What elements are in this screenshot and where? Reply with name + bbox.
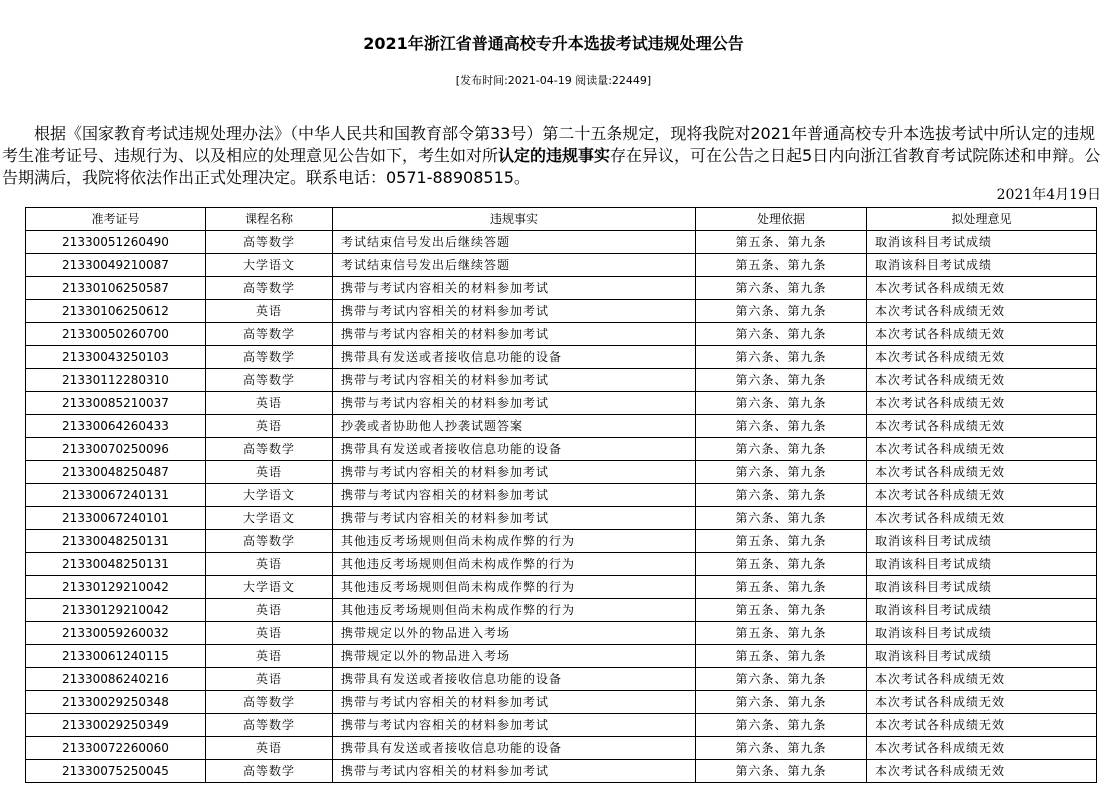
cell-course: 高等数学 (206, 438, 333, 461)
cell-penalty: 取消该科目考试成绩 (867, 576, 1097, 599)
cell-exam-id: 21330049210087 (26, 254, 206, 277)
cell-exam-id: 21330048250131 (26, 553, 206, 576)
cell-course: 高等数学 (206, 691, 333, 714)
cell-basis: 第五条、第九条 (696, 553, 867, 576)
cell-violation: 抄袭或者协助他人抄袭试题答案 (333, 415, 696, 438)
cell-exam-id: 21330067240131 (26, 484, 206, 507)
cell-exam-id: 21330064260433 (26, 415, 206, 438)
cell-penalty: 取消该科目考试成绩 (867, 645, 1097, 668)
cell-violation: 携带与考试内容相关的材料参加考试 (333, 300, 696, 323)
cell-basis: 第五条、第九条 (696, 576, 867, 599)
intro-text-before: 根据《国家教育考试违规处理办法》（中华人民共和国教育部令第33号）第二十五条规定，现将我院对2021年普通高校专升本选拔考试中所认定的违规考生准考证号、违规行为、以及相应的处理意见公告如下，考生如对所 (2, 124, 1096, 165)
cell-violation: 携带规定以外的物品进入考场 (333, 645, 696, 668)
table-header-row (26, 208, 1097, 231)
cell-penalty: 取消该科目考试成绩 (867, 622, 1097, 645)
cell-course: 英语 (206, 415, 333, 438)
table-row (26, 346, 1097, 369)
cell-violation: 携带具有发送或者接收信息功能的设备 (333, 438, 696, 461)
table-row (26, 461, 1097, 484)
cell-course: 英语 (206, 737, 333, 760)
cell-penalty: 取消该科目考试成绩 (867, 599, 1097, 622)
cell-violation: 携带与考试内容相关的材料参加考试 (333, 760, 696, 783)
cell-course: 英语 (206, 392, 333, 415)
cell-violation: 携带与考试内容相关的材料参加考试 (333, 369, 696, 392)
cell-violation: 携带与考试内容相关的材料参加考试 (333, 484, 696, 507)
cell-exam-id: 21330086240216 (26, 668, 206, 691)
cell-exam-id: 21330043250103 (26, 346, 206, 369)
cell-penalty: 本次考试各科成绩无效 (867, 760, 1097, 783)
cell-penalty: 本次考试各科成绩无效 (867, 415, 1097, 438)
cell-violation: 其他违反考场规则但尚未构成作弊的行为 (333, 530, 696, 553)
cell-course: 英语 (206, 645, 333, 668)
cell-penalty: 取消该科目考试成绩 (867, 231, 1097, 254)
cell-basis: 第六条、第九条 (696, 714, 867, 737)
cell-exam-id: 21330059260032 (26, 622, 206, 645)
announcement-paragraph (2, 123, 1104, 189)
cell-exam-id: 21330085210037 (26, 392, 206, 415)
cell-penalty: 本次考试各科成绩无效 (867, 323, 1097, 346)
cell-course: 高等数学 (206, 714, 333, 737)
cell-penalty: 本次考试各科成绩无效 (867, 369, 1097, 392)
cell-basis: 第六条、第九条 (696, 392, 867, 415)
cell-exam-id: 21330067240101 (26, 507, 206, 530)
cell-basis: 第五条、第九条 (696, 599, 867, 622)
table-row (26, 392, 1097, 415)
table-row (26, 438, 1097, 461)
cell-basis: 第六条、第九条 (696, 760, 867, 783)
cell-violation: 携带与考试内容相关的材料参加考试 (333, 507, 696, 530)
table-row (26, 415, 1097, 438)
table-row (26, 576, 1097, 599)
cell-violation: 携带与考试内容相关的材料参加考试 (333, 277, 696, 300)
cell-violation: 携带规定以外的物品进入考场 (333, 622, 696, 645)
cell-penalty: 本次考试各科成绩无效 (867, 714, 1097, 737)
table-row (26, 369, 1097, 392)
cell-basis: 第五条、第九条 (696, 530, 867, 553)
cell-course: 大学语文 (206, 254, 333, 277)
cell-exam-id: 21330050260700 (26, 323, 206, 346)
cell-penalty: 本次考试各科成绩无效 (867, 691, 1097, 714)
cell-violation: 携带具有发送或者接收信息功能的设备 (333, 737, 696, 760)
cell-basis: 第六条、第九条 (696, 484, 867, 507)
cell-basis: 第六条、第九条 (696, 737, 867, 760)
table-row (26, 553, 1097, 576)
cell-course: 英语 (206, 622, 333, 645)
cell-penalty: 本次考试各科成绩无效 (867, 507, 1097, 530)
cell-exam-id: 21330029250349 (26, 714, 206, 737)
cell-penalty: 取消该科目考试成绩 (867, 530, 1097, 553)
cell-basis: 第六条、第九条 (696, 507, 867, 530)
cell-penalty: 取消该科目考试成绩 (867, 254, 1097, 277)
cell-violation: 携带与考试内容相关的材料参加考试 (333, 461, 696, 484)
table-row (26, 484, 1097, 507)
cell-violation: 携带具有发送或者接收信息功能的设备 (333, 668, 696, 691)
cell-basis: 第六条、第九条 (696, 461, 867, 484)
cell-basis: 第六条、第九条 (696, 300, 867, 323)
table-row (26, 300, 1097, 323)
cell-violation: 携带具有发送或者接收信息功能的设备 (333, 346, 696, 369)
cell-course: 高等数学 (206, 346, 333, 369)
cell-violation: 其他违反考场规则但尚未构成作弊的行为 (333, 576, 696, 599)
table-row (26, 507, 1097, 530)
cell-basis: 第五条、第九条 (696, 622, 867, 645)
header-course: 课程名称 (206, 208, 333, 231)
table-row (26, 645, 1097, 668)
cell-basis: 第六条、第九条 (696, 415, 867, 438)
table-body (26, 231, 1097, 783)
table-row (26, 599, 1097, 622)
cell-course: 英语 (206, 599, 333, 622)
cell-exam-id: 21330072260060 (26, 737, 206, 760)
cell-course: 高等数学 (206, 323, 333, 346)
cell-penalty: 本次考试各科成绩无效 (867, 737, 1097, 760)
cell-violation: 携带与考试内容相关的材料参加考试 (333, 691, 696, 714)
cell-exam-id: 21330129210042 (26, 576, 206, 599)
cell-course: 高等数学 (206, 277, 333, 300)
cell-exam-id: 21330070250096 (26, 438, 206, 461)
page-title: 2021年浙江省普通高校专升本选拔考试违规处理公告 (363, 34, 744, 53)
table-row (26, 254, 1097, 277)
cell-violation: 携带与考试内容相关的材料参加考试 (333, 392, 696, 415)
cell-basis: 第六条、第九条 (696, 668, 867, 691)
cell-basis: 第六条、第九条 (696, 346, 867, 369)
cell-violation: 其他违反考场规则但尚未构成作弊的行为 (333, 553, 696, 576)
cell-basis: 第六条、第九条 (696, 369, 867, 392)
table-row (26, 622, 1097, 645)
table-row (26, 323, 1097, 346)
intro-text-bold: 认定的违规事实 (498, 146, 611, 165)
cell-penalty: 本次考试各科成绩无效 (867, 484, 1097, 507)
cell-penalty: 本次考试各科成绩无效 (867, 277, 1097, 300)
cell-violation: 其他违反考场规则但尚未构成作弊的行为 (333, 599, 696, 622)
cell-penalty: 本次考试各科成绩无效 (867, 300, 1097, 323)
publish-meta: [发布时间:2021-04-19 阅读量:22449] (455, 74, 652, 87)
cell-penalty: 本次考试各科成绩无效 (867, 438, 1097, 461)
cell-exam-id: 21330106250587 (26, 277, 206, 300)
cell-exam-id: 21330061240115 (26, 645, 206, 668)
table-row (26, 760, 1097, 783)
cell-exam-id: 21330112280310 (26, 369, 206, 392)
violation-table (25, 207, 1097, 783)
cell-course: 英语 (206, 461, 333, 484)
cell-violation: 携带与考试内容相关的材料参加考试 (333, 714, 696, 737)
cell-basis: 第六条、第九条 (696, 438, 867, 461)
table-row (26, 691, 1097, 714)
header-exam-id: 准考证号 (26, 208, 206, 231)
cell-exam-id: 21330075250045 (26, 760, 206, 783)
header-basis: 处理依据 (696, 208, 867, 231)
cell-course: 大学语文 (206, 507, 333, 530)
cell-violation: 考试结束信号发出后继续答题 (333, 254, 696, 277)
cell-exam-id: 21330106250612 (26, 300, 206, 323)
cell-basis: 第六条、第九条 (696, 277, 867, 300)
cell-basis: 第五条、第九条 (696, 254, 867, 277)
cell-course: 英语 (206, 300, 333, 323)
cell-violation: 考试结束信号发出后继续答题 (333, 231, 696, 254)
cell-exam-id: 21330048250131 (26, 530, 206, 553)
announcement-date: 2021年4月19日 (996, 187, 1101, 203)
cell-course: 高等数学 (206, 231, 333, 254)
cell-penalty: 本次考试各科成绩无效 (867, 668, 1097, 691)
cell-exam-id: 21330129210042 (26, 599, 206, 622)
cell-basis: 第六条、第九条 (696, 691, 867, 714)
cell-exam-id: 21330048250487 (26, 461, 206, 484)
table-row (26, 231, 1097, 254)
cell-course: 高等数学 (206, 530, 333, 553)
header-violation: 违规事实 (333, 208, 696, 231)
intro-text-after: 存在异议，可在公告之日起5日内向浙江省教育考试院陈述和申辩。公告期满后，我院将依法作出正式处理决定。联系电话：0571-88908515。 (2, 146, 1101, 187)
table-row (26, 714, 1097, 737)
cell-course: 高等数学 (206, 369, 333, 392)
table-row (26, 737, 1097, 760)
cell-penalty: 本次考试各科成绩无效 (867, 392, 1097, 415)
cell-penalty: 本次考试各科成绩无效 (867, 346, 1097, 369)
cell-course: 英语 (206, 553, 333, 576)
cell-basis: 第五条、第九条 (696, 231, 867, 254)
cell-basis: 第五条、第九条 (696, 645, 867, 668)
cell-violation: 携带与考试内容相关的材料参加考试 (333, 323, 696, 346)
cell-exam-id: 21330029250348 (26, 691, 206, 714)
cell-basis: 第六条、第九条 (696, 323, 867, 346)
cell-course: 高等数学 (206, 760, 333, 783)
header-penalty: 拟处理意见 (867, 208, 1097, 231)
cell-penalty: 本次考试各科成绩无效 (867, 461, 1097, 484)
cell-exam-id: 21330051260490 (26, 231, 206, 254)
table-row (26, 530, 1097, 553)
table-row (26, 277, 1097, 300)
cell-course: 大学语文 (206, 576, 333, 599)
cell-penalty: 取消该科目考试成绩 (867, 553, 1097, 576)
cell-course: 英语 (206, 668, 333, 691)
table-row (26, 668, 1097, 691)
cell-course: 大学语文 (206, 484, 333, 507)
